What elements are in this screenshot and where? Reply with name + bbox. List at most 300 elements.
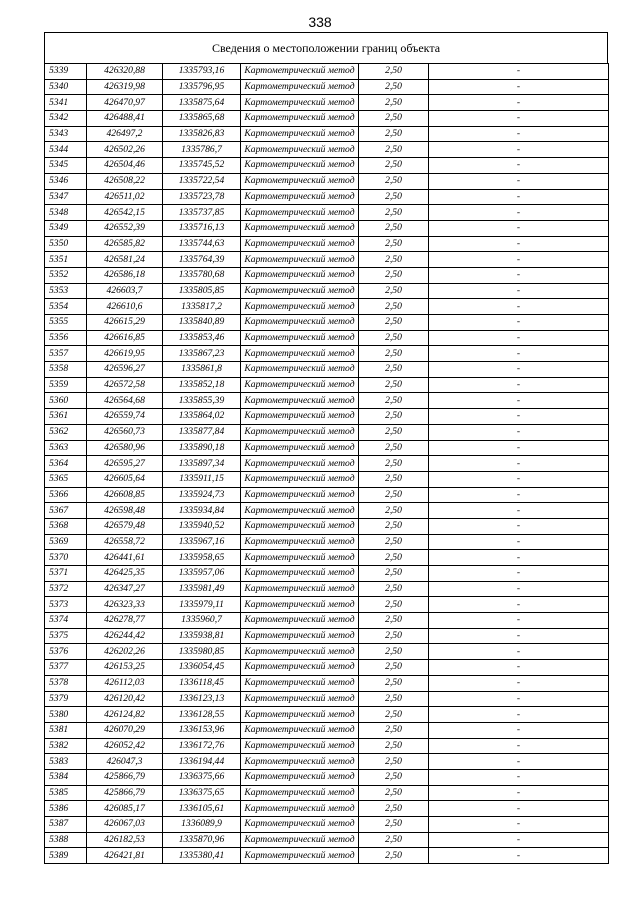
point-number-cell: 5374 — [45, 613, 87, 629]
description-cell: - — [429, 487, 609, 503]
y-coordinate-cell: 1335958,65 — [163, 550, 241, 566]
accuracy-cell: 2,50 — [359, 534, 429, 550]
table-row — [45, 346, 609, 362]
point-number-cell: 5380 — [45, 707, 87, 723]
x-coordinate-cell: 426120,42 — [87, 691, 163, 707]
table-row — [45, 362, 609, 378]
method-cell: Картометрический метод — [241, 424, 359, 440]
description-cell: - — [429, 675, 609, 691]
point-number-cell: 5350 — [45, 236, 87, 252]
point-number-cell: 5359 — [45, 377, 87, 393]
y-coordinate-cell: 1335737,85 — [163, 205, 241, 221]
description-cell: - — [429, 142, 609, 158]
accuracy-cell: 2,50 — [359, 581, 429, 597]
method-cell: Картометрический метод — [241, 142, 359, 158]
y-coordinate-cell: 1335979,11 — [163, 597, 241, 613]
x-coordinate-cell: 426598,48 — [87, 503, 163, 519]
accuracy-cell: 2,50 — [359, 817, 429, 833]
point-number-cell: 5372 — [45, 581, 87, 597]
table-row — [45, 566, 609, 582]
method-cell: Картометрический метод — [241, 471, 359, 487]
x-coordinate-cell: 426560,73 — [87, 424, 163, 440]
x-coordinate-cell: 426441,61 — [87, 550, 163, 566]
table-row — [45, 205, 609, 221]
table-row — [45, 487, 609, 503]
y-coordinate-cell: 1336194,44 — [163, 754, 241, 770]
y-coordinate-cell: 1335957,06 — [163, 566, 241, 582]
x-coordinate-cell: 425866,79 — [87, 785, 163, 801]
description-cell: - — [429, 471, 609, 487]
y-coordinate-cell: 1335924,73 — [163, 487, 241, 503]
description-cell: - — [429, 346, 609, 362]
accuracy-cell: 2,50 — [359, 518, 429, 534]
x-coordinate-cell: 426585,82 — [87, 236, 163, 252]
point-number-cell: 5352 — [45, 267, 87, 283]
accuracy-cell: 2,50 — [359, 377, 429, 393]
method-cell: Картометрический метод — [241, 173, 359, 189]
description-cell: - — [429, 236, 609, 252]
y-coordinate-cell: 1335877,84 — [163, 424, 241, 440]
point-number-cell: 5387 — [45, 817, 87, 833]
description-cell: - — [429, 299, 609, 315]
accuracy-cell: 2,50 — [359, 471, 429, 487]
accuracy-cell: 2,50 — [359, 283, 429, 299]
method-cell: Картометрический метод — [241, 848, 359, 864]
description-cell: - — [429, 79, 609, 95]
accuracy-cell: 2,50 — [359, 173, 429, 189]
table-row — [45, 126, 609, 142]
method-cell: Картометрический метод — [241, 769, 359, 785]
method-cell: Картометрический метод — [241, 722, 359, 738]
method-cell: Картометрический метод — [241, 456, 359, 472]
table-row — [45, 142, 609, 158]
x-coordinate-cell: 426320,88 — [87, 64, 163, 80]
x-coordinate-cell: 426502,26 — [87, 142, 163, 158]
accuracy-cell: 2,50 — [359, 252, 429, 268]
table-row — [45, 440, 609, 456]
x-coordinate-cell: 426085,17 — [87, 801, 163, 817]
y-coordinate-cell: 1335855,39 — [163, 393, 241, 409]
accuracy-cell: 2,50 — [359, 79, 429, 95]
y-coordinate-cell: 1335938,81 — [163, 628, 241, 644]
y-coordinate-cell: 1335967,16 — [163, 534, 241, 550]
table-row — [45, 64, 609, 80]
x-coordinate-cell: 426552,39 — [87, 220, 163, 236]
description-cell: - — [429, 817, 609, 833]
table-row — [45, 707, 609, 723]
accuracy-cell: 2,50 — [359, 675, 429, 691]
method-cell: Картометрический метод — [241, 220, 359, 236]
point-number-cell: 5386 — [45, 801, 87, 817]
method-cell: Картометрический метод — [241, 691, 359, 707]
y-coordinate-cell: 1336118,45 — [163, 675, 241, 691]
x-coordinate-cell: 426488,41 — [87, 111, 163, 127]
table-row — [45, 471, 609, 487]
description-cell: - — [429, 566, 609, 582]
point-number-cell: 5339 — [45, 64, 87, 80]
point-number-cell: 5363 — [45, 440, 87, 456]
accuracy-cell: 2,50 — [359, 315, 429, 331]
table-row — [45, 377, 609, 393]
point-number-cell: 5356 — [45, 330, 87, 346]
description-cell: - — [429, 315, 609, 331]
accuracy-cell: 2,50 — [359, 205, 429, 221]
table-row — [45, 801, 609, 817]
accuracy-cell: 2,50 — [359, 393, 429, 409]
method-cell: Картометрический метод — [241, 675, 359, 691]
point-number-cell: 5375 — [45, 628, 87, 644]
point-number-cell: 5377 — [45, 660, 87, 676]
point-number-cell: 5351 — [45, 252, 87, 268]
accuracy-cell: 2,50 — [359, 189, 429, 205]
y-coordinate-cell: 1335786,7 — [163, 142, 241, 158]
accuracy-cell: 2,50 — [359, 158, 429, 174]
accuracy-cell: 2,50 — [359, 346, 429, 362]
table-row — [45, 315, 609, 331]
point-number-cell: 5378 — [45, 675, 87, 691]
description-cell: - — [429, 613, 609, 629]
table-row — [45, 597, 609, 613]
y-coordinate-cell: 1335864,02 — [163, 409, 241, 425]
method-cell: Картометрический метод — [241, 126, 359, 142]
description-cell: - — [429, 424, 609, 440]
method-cell: Картометрический метод — [241, 597, 359, 613]
method-cell: Картометрический метод — [241, 158, 359, 174]
accuracy-cell: 2,50 — [359, 738, 429, 754]
table-row — [45, 675, 609, 691]
description-cell: - — [429, 518, 609, 534]
x-coordinate-cell: 426511,02 — [87, 189, 163, 205]
table-row — [45, 613, 609, 629]
accuracy-cell: 2,50 — [359, 801, 429, 817]
table-row — [45, 660, 609, 676]
accuracy-cell: 2,50 — [359, 597, 429, 613]
method-cell: Картометрический метод — [241, 79, 359, 95]
table-row — [45, 581, 609, 597]
x-coordinate-cell: 426608,85 — [87, 487, 163, 503]
accuracy-cell: 2,50 — [359, 64, 429, 80]
accuracy-cell: 2,50 — [359, 409, 429, 425]
x-coordinate-cell: 426558,72 — [87, 534, 163, 550]
method-cell: Картометрический метод — [241, 440, 359, 456]
y-coordinate-cell: 1335805,85 — [163, 283, 241, 299]
description-cell: - — [429, 393, 609, 409]
x-coordinate-cell: 426278,77 — [87, 613, 163, 629]
table-row — [45, 393, 609, 409]
point-number-cell: 5355 — [45, 315, 87, 331]
method-cell: Картометрический метод — [241, 754, 359, 770]
x-coordinate-cell: 426421,81 — [87, 848, 163, 864]
accuracy-cell: 2,50 — [359, 95, 429, 111]
description-cell: - — [429, 785, 609, 801]
description-cell: - — [429, 769, 609, 785]
description-cell: - — [429, 205, 609, 221]
point-number-cell: 5340 — [45, 79, 87, 95]
accuracy-cell: 2,50 — [359, 550, 429, 566]
method-cell: Картометрический метод — [241, 644, 359, 660]
description-cell: - — [429, 189, 609, 205]
accuracy-cell: 2,50 — [359, 628, 429, 644]
table-row — [45, 832, 609, 848]
description-cell: - — [429, 267, 609, 283]
method-cell: Картометрический метод — [241, 518, 359, 534]
accuracy-cell: 2,50 — [359, 754, 429, 770]
method-cell: Картометрический метод — [241, 315, 359, 331]
point-number-cell: 5365 — [45, 471, 87, 487]
description-cell: - — [429, 644, 609, 660]
x-coordinate-cell: 426603,7 — [87, 283, 163, 299]
point-number-cell: 5371 — [45, 566, 87, 582]
method-cell: Картометрический метод — [241, 205, 359, 221]
point-number-cell: 5347 — [45, 189, 87, 205]
description-cell: - — [429, 158, 609, 174]
table-row — [45, 111, 609, 127]
y-coordinate-cell: 1335911,15 — [163, 471, 241, 487]
x-coordinate-cell: 426112,03 — [87, 675, 163, 691]
y-coordinate-cell: 1336105,61 — [163, 801, 241, 817]
description-cell: - — [429, 848, 609, 864]
x-coordinate-cell: 426070,29 — [87, 722, 163, 738]
point-number-cell: 5360 — [45, 393, 87, 409]
accuracy-cell: 2,50 — [359, 503, 429, 519]
y-coordinate-cell: 1335865,68 — [163, 111, 241, 127]
description-cell: - — [429, 220, 609, 236]
page-number: 338 — [308, 14, 332, 30]
x-coordinate-cell: 426564,68 — [87, 393, 163, 409]
y-coordinate-cell: 1336128,55 — [163, 707, 241, 723]
description-cell: - — [429, 440, 609, 456]
table-row — [45, 848, 609, 864]
description-cell: - — [429, 126, 609, 142]
method-cell: Картометрический метод — [241, 707, 359, 723]
method-cell: Картометрический метод — [241, 299, 359, 315]
accuracy-cell: 2,50 — [359, 424, 429, 440]
x-coordinate-cell: 426572,58 — [87, 377, 163, 393]
point-number-cell: 5357 — [45, 346, 87, 362]
x-coordinate-cell: 426244,42 — [87, 628, 163, 644]
method-cell: Картометрический метод — [241, 550, 359, 566]
method-cell: Картометрический метод — [241, 566, 359, 582]
x-coordinate-cell: 426615,29 — [87, 315, 163, 331]
y-coordinate-cell: 1335796,95 — [163, 79, 241, 95]
table-row — [45, 283, 609, 299]
x-coordinate-cell: 426067,03 — [87, 817, 163, 833]
method-cell: Картометрический метод — [241, 252, 359, 268]
y-coordinate-cell: 1335853,46 — [163, 330, 241, 346]
y-coordinate-cell: 1335867,23 — [163, 346, 241, 362]
method-cell: Картометрический метод — [241, 534, 359, 550]
point-number-cell: 5345 — [45, 158, 87, 174]
y-coordinate-cell: 1335960,7 — [163, 613, 241, 629]
description-cell: - — [429, 660, 609, 676]
table-row — [45, 769, 609, 785]
description-cell: - — [429, 252, 609, 268]
point-number-cell: 5385 — [45, 785, 87, 801]
accuracy-cell: 2,50 — [359, 691, 429, 707]
point-number-cell: 5368 — [45, 518, 87, 534]
x-coordinate-cell: 426616,85 — [87, 330, 163, 346]
section-title — [44, 32, 608, 63]
method-cell: Картометрический метод — [241, 267, 359, 283]
x-coordinate-cell: 426052,42 — [87, 738, 163, 754]
y-coordinate-cell: 1335722,54 — [163, 173, 241, 189]
table-row — [45, 534, 609, 550]
table-row — [45, 409, 609, 425]
accuracy-cell: 2,50 — [359, 722, 429, 738]
x-coordinate-cell: 426508,22 — [87, 173, 163, 189]
table-row — [45, 173, 609, 189]
x-coordinate-cell: 426605,64 — [87, 471, 163, 487]
table-row — [45, 628, 609, 644]
y-coordinate-cell: 1336375,66 — [163, 769, 241, 785]
method-cell: Картометрический метод — [241, 581, 359, 597]
description-cell: - — [429, 550, 609, 566]
accuracy-cell: 2,50 — [359, 769, 429, 785]
x-coordinate-cell: 426580,96 — [87, 440, 163, 456]
point-number-cell: 5388 — [45, 832, 87, 848]
y-coordinate-cell: 1335780,68 — [163, 267, 241, 283]
point-number-cell: 5366 — [45, 487, 87, 503]
method-cell: Картометрический метод — [241, 628, 359, 644]
method-cell: Картометрический метод — [241, 817, 359, 833]
y-coordinate-cell: 1335840,89 — [163, 315, 241, 331]
point-number-cell: 5382 — [45, 738, 87, 754]
table-row — [45, 817, 609, 833]
y-coordinate-cell: 1335980,85 — [163, 644, 241, 660]
method-cell: Картометрический метод — [241, 832, 359, 848]
y-coordinate-cell: 1335723,78 — [163, 189, 241, 205]
table-row — [45, 503, 609, 519]
y-coordinate-cell: 1335745,52 — [163, 158, 241, 174]
description-cell: - — [429, 503, 609, 519]
description-cell: - — [429, 362, 609, 378]
accuracy-cell: 2,50 — [359, 220, 429, 236]
point-number-cell: 5344 — [45, 142, 87, 158]
x-coordinate-cell: 426470,97 — [87, 95, 163, 111]
accuracy-cell: 2,50 — [359, 707, 429, 723]
y-coordinate-cell: 1335716,13 — [163, 220, 241, 236]
y-coordinate-cell: 1335861,8 — [163, 362, 241, 378]
x-coordinate-cell: 426596,27 — [87, 362, 163, 378]
point-number-cell: 5373 — [45, 597, 87, 613]
method-cell: Картометрический метод — [241, 111, 359, 127]
x-coordinate-cell: 426425,35 — [87, 566, 163, 582]
description-cell: - — [429, 534, 609, 550]
x-coordinate-cell: 425866,79 — [87, 769, 163, 785]
method-cell: Картометрический метод — [241, 189, 359, 205]
description-cell: - — [429, 283, 609, 299]
point-number-cell: 5369 — [45, 534, 87, 550]
description-cell: - — [429, 409, 609, 425]
method-cell: Картометрический метод — [241, 738, 359, 754]
table-row — [45, 267, 609, 283]
accuracy-cell: 2,50 — [359, 644, 429, 660]
y-coordinate-cell: 1335981,49 — [163, 581, 241, 597]
description-cell: - — [429, 722, 609, 738]
point-number-cell: 5384 — [45, 769, 87, 785]
x-coordinate-cell: 426619,95 — [87, 346, 163, 362]
accuracy-cell: 2,50 — [359, 566, 429, 582]
point-number-cell: 5353 — [45, 283, 87, 299]
y-coordinate-cell: 1335764,39 — [163, 252, 241, 268]
accuracy-cell: 2,50 — [359, 832, 429, 848]
description-cell: - — [429, 581, 609, 597]
y-coordinate-cell: 1336123,13 — [163, 691, 241, 707]
document-sheet — [44, 32, 608, 864]
table-row — [45, 738, 609, 754]
accuracy-cell: 2,50 — [359, 660, 429, 676]
table-row — [45, 189, 609, 205]
description-cell: - — [429, 832, 609, 848]
y-coordinate-cell: 1335934,84 — [163, 503, 241, 519]
accuracy-cell: 2,50 — [359, 362, 429, 378]
x-coordinate-cell: 426579,48 — [87, 518, 163, 534]
description-cell: - — [429, 173, 609, 189]
y-coordinate-cell: 1335817,2 — [163, 299, 241, 315]
x-coordinate-cell: 426586,18 — [87, 267, 163, 283]
method-cell: Картометрический метод — [241, 346, 359, 362]
description-cell: - — [429, 754, 609, 770]
point-number-cell: 5362 — [45, 424, 87, 440]
description-cell: - — [429, 738, 609, 754]
point-number-cell: 5361 — [45, 409, 87, 425]
table-row — [45, 644, 609, 660]
table-row — [45, 220, 609, 236]
section-title-text: Сведения о местоположении границ объекта — [211, 40, 441, 55]
accuracy-cell: 2,50 — [359, 267, 429, 283]
y-coordinate-cell: 1335870,96 — [163, 832, 241, 848]
coordinates-table — [44, 63, 609, 864]
description-cell: - — [429, 628, 609, 644]
description-cell: - — [429, 111, 609, 127]
table-row — [45, 722, 609, 738]
x-coordinate-cell: 426347,27 — [87, 581, 163, 597]
point-number-cell: 5383 — [45, 754, 87, 770]
y-coordinate-cell: 1336172,76 — [163, 738, 241, 754]
method-cell: Картометрический метод — [241, 393, 359, 409]
x-coordinate-cell: 426559,74 — [87, 409, 163, 425]
table-row — [45, 785, 609, 801]
accuracy-cell: 2,50 — [359, 142, 429, 158]
method-cell: Картометрический метод — [241, 95, 359, 111]
accuracy-cell: 2,50 — [359, 456, 429, 472]
accuracy-cell: 2,50 — [359, 613, 429, 629]
point-number-cell: 5358 — [45, 362, 87, 378]
y-coordinate-cell: 1335793,16 — [163, 64, 241, 80]
y-coordinate-cell: 1335875,64 — [163, 95, 241, 111]
accuracy-cell: 2,50 — [359, 126, 429, 142]
table-row — [45, 456, 609, 472]
coordinates-table-body — [45, 64, 609, 864]
method-cell: Картометрический метод — [241, 283, 359, 299]
y-coordinate-cell: 1335940,52 — [163, 518, 241, 534]
y-coordinate-cell: 1336153,96 — [163, 722, 241, 738]
description-cell: - — [429, 707, 609, 723]
point-number-cell: 5370 — [45, 550, 87, 566]
method-cell: Картометрический метод — [241, 64, 359, 80]
y-coordinate-cell: 1335380,41 — [163, 848, 241, 864]
method-cell: Картометрический метод — [241, 660, 359, 676]
point-number-cell: 5354 — [45, 299, 87, 315]
method-cell: Картометрический метод — [241, 785, 359, 801]
table-row — [45, 754, 609, 770]
point-number-cell: 5389 — [45, 848, 87, 864]
accuracy-cell: 2,50 — [359, 330, 429, 346]
y-coordinate-cell: 1335826,83 — [163, 126, 241, 142]
point-number-cell: 5341 — [45, 95, 87, 111]
x-coordinate-cell: 426047,3 — [87, 754, 163, 770]
point-number-cell: 5379 — [45, 691, 87, 707]
